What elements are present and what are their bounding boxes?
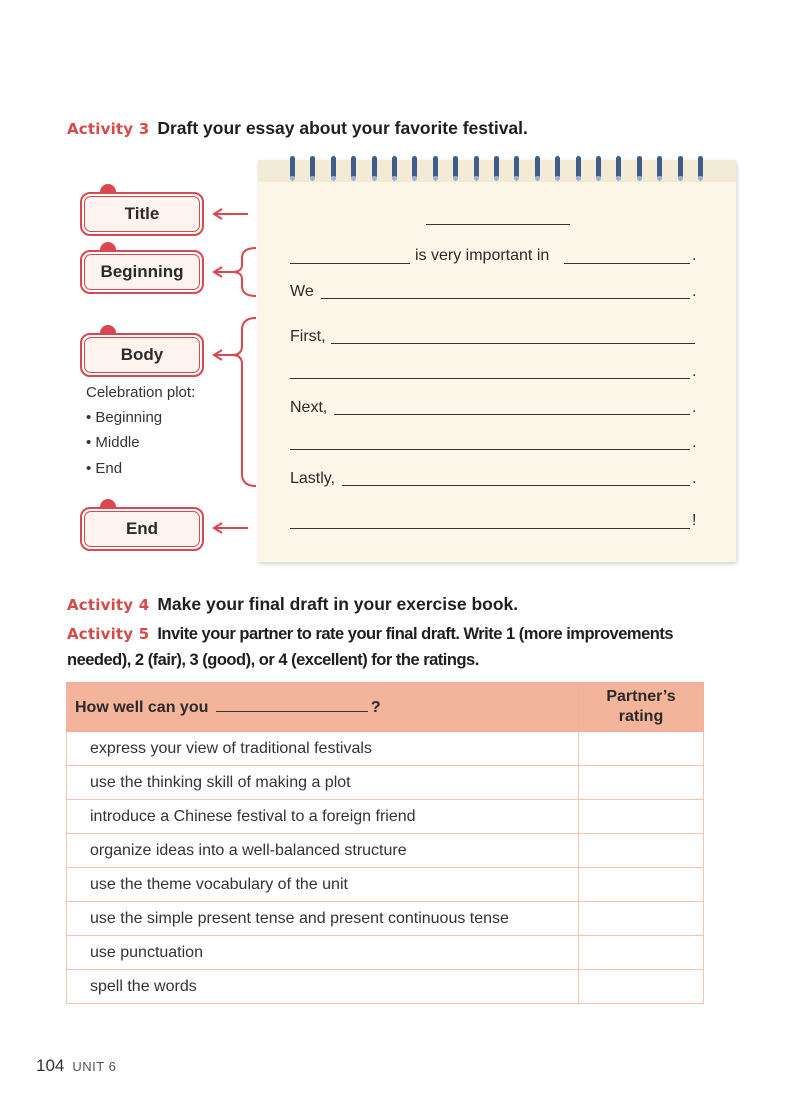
skill-cell: use punctuation bbox=[67, 936, 579, 970]
header-prefix: How well can you bbox=[75, 698, 209, 716]
table-row bbox=[67, 800, 704, 834]
activity5-text-line1: Invite your partner to rate your final draft. Write 1 (more improvements bbox=[157, 625, 673, 643]
beginning-tab-label: Beginning bbox=[84, 254, 200, 290]
notebook-draft bbox=[258, 160, 736, 562]
table-row bbox=[67, 732, 704, 766]
spiral-ring bbox=[657, 156, 662, 178]
title-tab-label: Title bbox=[84, 196, 200, 232]
spiral-ring bbox=[453, 156, 458, 178]
spiral-ring bbox=[678, 156, 683, 178]
rating-cell[interactable] bbox=[579, 902, 704, 936]
table-row bbox=[67, 970, 704, 1004]
period: . bbox=[692, 363, 697, 380]
rating-header-line1: Partner’s bbox=[606, 688, 676, 705]
activity5-text-line2: needed), 2 (fair), 3 (good), or 4 (excellent) for the ratings. bbox=[67, 651, 479, 669]
skill-cell: use the thinking skill of making a plot bbox=[67, 766, 579, 800]
table-header-row bbox=[67, 683, 704, 732]
skill-cell: introduce a Chinese festival to a foreign friend bbox=[67, 800, 579, 834]
period: . bbox=[692, 283, 697, 300]
header-question bbox=[67, 683, 579, 732]
blank-we[interactable] bbox=[321, 298, 690, 299]
activity5-heading bbox=[67, 625, 673, 644]
title-tab bbox=[80, 192, 204, 236]
skill-cell: organize ideas into a well-balanced structure bbox=[67, 834, 579, 868]
activity3-label: Activity 3 bbox=[67, 120, 150, 138]
spiral-ring bbox=[392, 156, 397, 178]
is-important-text: is very important in bbox=[415, 247, 550, 264]
plot-item-beginning: • Beginning bbox=[86, 409, 163, 426]
period: . bbox=[692, 470, 697, 487]
beginning-tab bbox=[80, 250, 204, 294]
rating-cell[interactable] bbox=[579, 970, 704, 1004]
spiral-ring bbox=[372, 156, 377, 178]
skill-cell: use the simple present tense and present continuous tense bbox=[67, 902, 579, 936]
spiral-ring bbox=[616, 156, 621, 178]
period: . bbox=[692, 399, 697, 416]
rating-cell[interactable] bbox=[579, 834, 704, 868]
spiral-ring bbox=[310, 156, 315, 178]
table-row bbox=[67, 868, 704, 902]
table-row bbox=[67, 766, 704, 800]
spiral-ring bbox=[351, 156, 356, 178]
rating-cell[interactable] bbox=[579, 732, 704, 766]
rating-cell[interactable] bbox=[579, 800, 704, 834]
spiral-ring bbox=[474, 156, 479, 178]
period: . bbox=[692, 434, 697, 451]
table-row bbox=[67, 834, 704, 868]
rating-cell[interactable] bbox=[579, 936, 704, 970]
blank-next[interactable] bbox=[334, 414, 690, 415]
we-text: We bbox=[290, 283, 314, 300]
blank-first[interactable] bbox=[331, 343, 695, 344]
title-blank[interactable] bbox=[426, 224, 570, 225]
plot-heading: Celebration plot: bbox=[86, 384, 196, 401]
next-text: Next, bbox=[290, 399, 328, 416]
skill-cell: express your view of traditional festivals bbox=[67, 732, 579, 766]
spiral-ring bbox=[290, 156, 295, 178]
table-row bbox=[67, 936, 704, 970]
spiral-ring bbox=[331, 156, 336, 178]
spiral-ring bbox=[555, 156, 560, 178]
lastly-text: Lastly, bbox=[290, 470, 336, 487]
rating-cell[interactable] bbox=[579, 766, 704, 800]
body-tab-label: Body bbox=[84, 337, 200, 373]
spiral-ring bbox=[412, 156, 417, 178]
table-row bbox=[67, 902, 704, 936]
blank-place[interactable] bbox=[564, 263, 690, 264]
spiral-ring bbox=[637, 156, 642, 178]
activity3-text: Draft your essay about your favorite festival. bbox=[157, 118, 528, 138]
blank-end[interactable] bbox=[290, 528, 690, 529]
activity4-heading bbox=[67, 594, 518, 615]
blank-lastly[interactable] bbox=[342, 485, 690, 486]
skill-cell: spell the words bbox=[67, 970, 579, 1004]
blank-first-cont[interactable] bbox=[290, 378, 690, 379]
page-footer bbox=[36, 1056, 116, 1076]
end-tab bbox=[80, 507, 204, 551]
activity5-label: Activity 5 bbox=[67, 625, 150, 643]
skill-cell: use the theme vocabulary of the unit bbox=[67, 868, 579, 902]
header-rating bbox=[579, 683, 704, 732]
spiral-ring bbox=[494, 156, 499, 178]
page-number: 104 bbox=[36, 1056, 65, 1075]
spiral-ring bbox=[535, 156, 540, 178]
activity4-label: Activity 4 bbox=[67, 596, 150, 614]
first-text: First, bbox=[290, 328, 326, 345]
header-blank[interactable] bbox=[216, 698, 368, 712]
header-suffix: ? bbox=[370, 698, 381, 716]
period: . bbox=[692, 247, 697, 264]
plot-item-middle: • Middle bbox=[86, 434, 140, 451]
body-tab bbox=[80, 333, 204, 377]
spiral-ring bbox=[698, 156, 703, 178]
end-tab-label: End bbox=[84, 511, 200, 547]
activity4-text: Make your final draft in your exercise book. bbox=[157, 594, 519, 614]
exclamation: ! bbox=[692, 512, 697, 529]
spiral-ring bbox=[596, 156, 601, 178]
blank-next-cont[interactable] bbox=[290, 449, 690, 450]
blank-festival[interactable] bbox=[290, 263, 410, 264]
rating-cell[interactable] bbox=[579, 868, 704, 902]
spiral-ring bbox=[433, 156, 438, 178]
plot-item-end: • End bbox=[86, 460, 123, 477]
rating-header-line2: rating bbox=[618, 708, 664, 725]
unit-label: UNIT 6 bbox=[72, 1059, 117, 1074]
spiral-ring bbox=[576, 156, 581, 178]
rating-table bbox=[66, 682, 704, 1004]
spiral-ring bbox=[514, 156, 519, 178]
